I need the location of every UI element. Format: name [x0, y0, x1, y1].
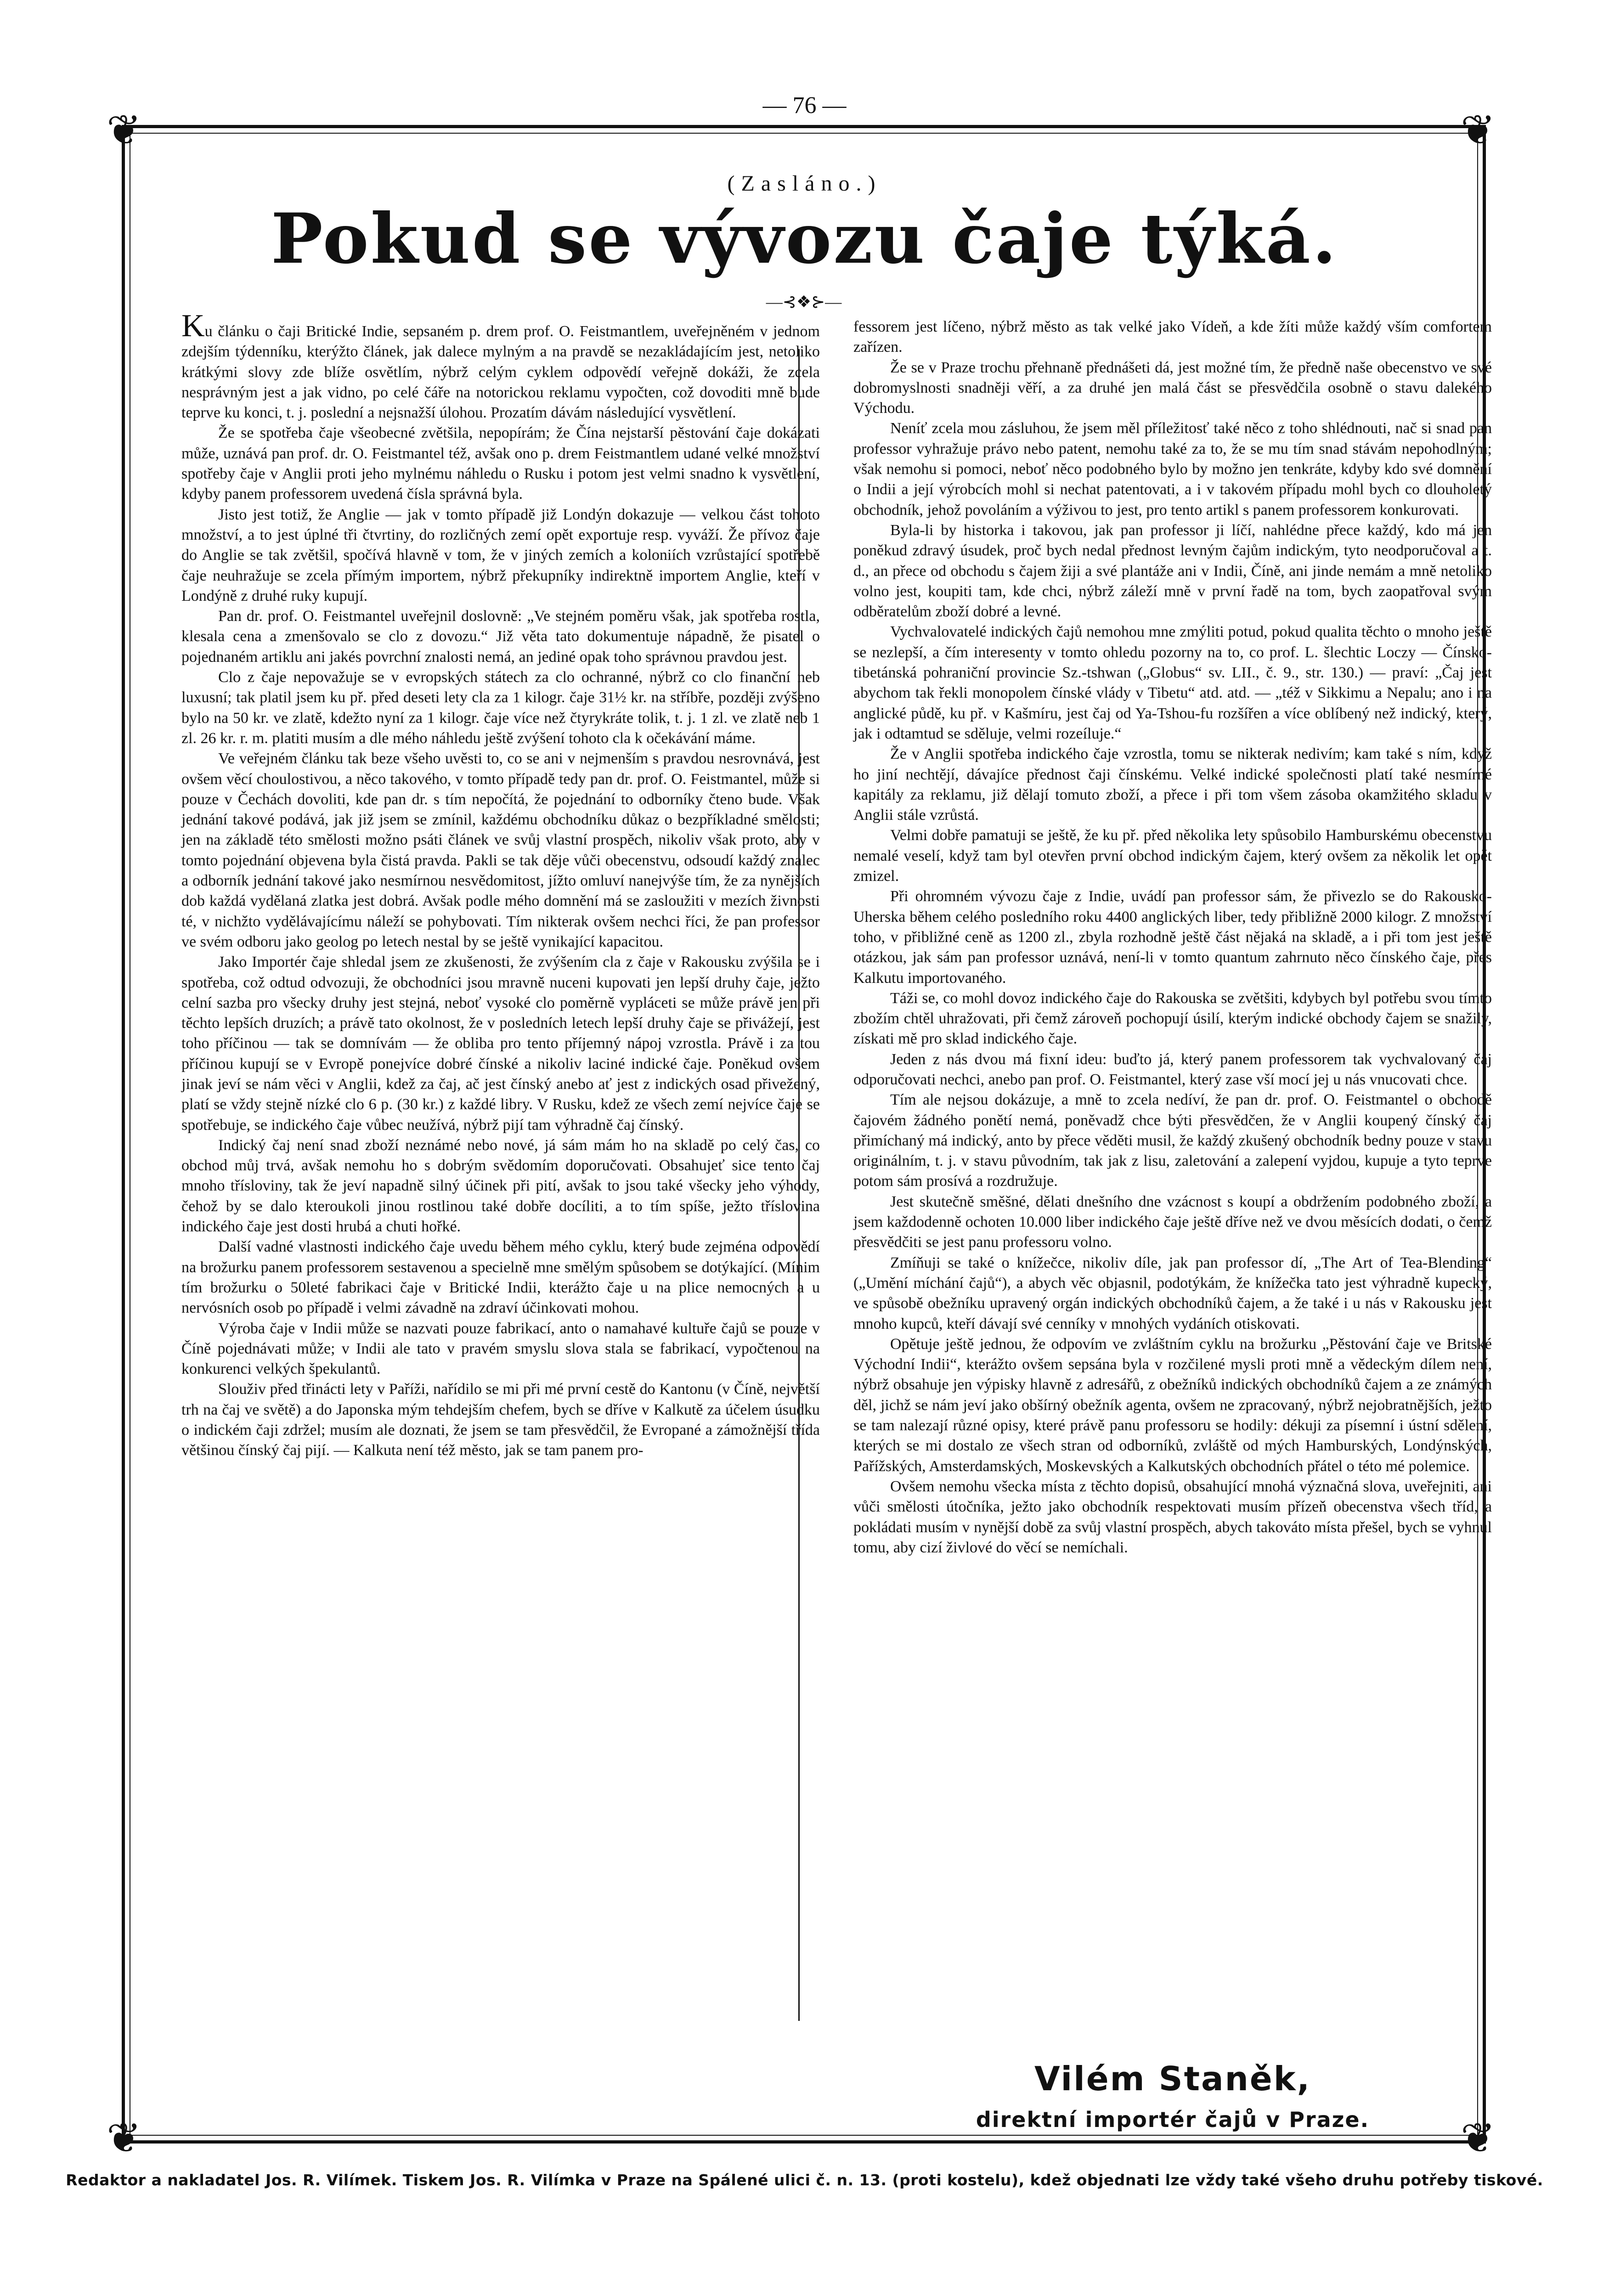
page-number: — 76 — — [762, 92, 847, 118]
corner-ornament-icon: ❦ — [107, 2116, 141, 2161]
article-paragraph: Táži se, co mohl dovoz indického čaje do Rakouska se zvětšiti, kdybych byl potřebu svou tímto zbožím chtěl uhražovati, při čemž zároveň pochopují úsilí, kterým indické obchody čajem se snažily, získati mě pro sklad indického čaje. — [853, 989, 1492, 1048]
article-paragraph: Jest skutečně směšné, dělati dnešního dne vzácnost s koupí a obdržením podobného zboží, a jsem každodenně ochoten 10.000 liber indického čaje ještě dříve než ve dvou měsících dodati, o čemž přesvědčiti se jest panu professoru volno. — [853, 1193, 1492, 1251]
left-column — [181, 308, 820, 1461]
article-paragraph: Byla-li by historka i takovou, jak pan professor ji líčí, nahlédne přece každý, kdo má jen poněkud zdravý úsudek, proč bych nedal přednost levným čajům indickým, tyto neodporučoval a t. d., an přece od obchodu s čajem žiji a své plantáže ani v Indii, Číně, ani jinde nemám a mně netoliko volno jest, koupiti tam, kde chci, nýbrž záleží mně v první řadě na tom, bych zaopatřoval svým odběratelům zboží dobré a levné. — [853, 521, 1492, 621]
article-paragraph: Že se v Praze trochu přehnaně přednášeti dá, jest možné tím, že předně naše obecenstvo ve své dobromyslnosti snadněji věří, a za druhé jen malá část se přesvědčila osobně o stavu dalekého Východu. — [853, 359, 1492, 417]
headline: Pokud se vývozu čaje týká. — [271, 198, 1338, 279]
article-paragraph: Zmíňuji se také o knížečce, nikoliv díle, jak pan professor dí, „The Art of Tea-Blending“ („Umění míchání čajů“), a abych věc objasnil, podotýkám, že knížečka tato jest výhradně kupecký, ve spůsobě obežníku upravený orgán indických obchodníků čajem, a že také i u nás v Rakousku jest mnoho kupců, kteří dávají své cenníky v mnohých vydáních otiskovati. — [853, 1254, 1492, 1332]
article-paragraph: Že se spotřeba čaje všeobecné zvětšila, nepopírám; že Čína nejstarší pěstování čaje dokázati může, uznává pan prof. dr. O. Feistmantel též, avšak ono p. drem Feistmantlem udané velké množství spotřeby čaje v Anglii proti jeho mylnému náhledu o Rusku i potom jest velmi snadno k vysvětlení, kdyby panem professorem uvedená čísla správná byla. — [181, 424, 820, 503]
signature-name: Vilém Staněk, — [1034, 2059, 1311, 2098]
article-paragraph: Opětuje ještě jednou, že odpovím ve zvláštním cyklu na brožurku „Pěstování čaje ve Britské Východní Indii“, kterážto ovšem sepsána byla v rozčilené mysli proti mně a vědeckým dílem není, nýbrž obsahuje jen výpisky hlavně z adresářů, z obežníků indických obchodníků čajem a ze známých děl, jichž se nám jeví jako obšírný obežník agenta, ovšem ne zpracovaný, nýbrž nejobratnějších, ježto se tam nalezají různé opisy, které právě panu professoru se hodily: dékuji za písemní i ústní sdělení, kterých se mi dostalo ze všech stran od odborníků, zvláště od mých Hamburských, Londýnských, Pařížských, Amsterdamských, Moskevských a Kalkutských obchodních přátel o této mé polemice. — [853, 1335, 1492, 1475]
corner-ornament-icon: ❦ — [107, 108, 141, 153]
paragraph-text: u článku o čaji Britické Indie, sepsaném p. drem prof. O. Feistmantlem, uveřejněném v jednom zdejším týdenníku, kterýžto článek, jak dalece mylným a na pravdě se nezakládajícím jest, netoliko krátkými slovy zde blíže osvětlím, nýbrž celým cyklem odpovědí veřejně dokáži, že zcela nesprávným jest a jak vidno, po celé čáře na notorickou reklamu vypočten, což dovoditi mně bude teprve ku konci, t. j. poslední a nejsnažší úlohou. Prozatím dávám následující vysvětlení. — [181, 323, 820, 422]
article-paragraph: Výroba čaje v Indii může se nazvati pouze fabrikací, anto o namahavé kultuře čajů se pouze v Číně pojednávati může; v Indii ale tato v pravém smyslu slova stala se fabrikací, vypočtenou na konkurenci velkých špekulantů. — [181, 1320, 820, 1378]
drop-cap: K — [181, 308, 205, 344]
article-paragraph: Jeden z nás dvou má fixní ideu: buďto já, který panem professorem tak vychvalovaný čaj odporučovati nechci, anebo pan prof. O. Feistmantel, který zase vší mocí jej u nás vnucovati chce. — [853, 1050, 1492, 1088]
article-paragraph: Tím ale nejsou dokázuje, a mně to zcela nedíví, že pan dr. prof. O. Feistmantel o obchodě čajovém žádného ponětí nemá, poněvadž chce býti přesvědčen, že v Anglii koupený čínský čaj přimíchaný má indický, anto by přece věděti musil, že každý zkušený obchodník bedny pouze v stavu originálním, t. j. v stavu původním, tak jak z lisu, zaletování a zalepení vyjdou, kupuje a tyto teprve potom sám prosívá a rozdružuje. — [853, 1091, 1492, 1190]
zaslano-label: (Zasláno.) — [727, 171, 882, 196]
article-paragraph: Při ohromném vývozu čaje z Indie, uvádí pan professor sám, že přivezlo se do Rakousko-Uherska během celého posledního roku 4400 anglických liber, tedy přibližně 2000 kilogr. Z množství toho, v přibližné ceně as 1200 zl., zbyla rozhodně ještě část nějaká na skladě, a i při tom jest ještě otázkou, jak sám pan professor uznává, není-li v tomto quantum zahrnuto něco čínského čaje, přes Kalkutu importovaného. — [853, 888, 1492, 987]
article-paragraph: Vychvalovatelé indických čajů nemohou mne zmýliti potud, pokud qualita těchto o mnoho ještě se nezlepší, a čím interesenty v tomto ohledu pozorny na to, co prof. L. šlechtic Loczy — Čínsko-tibetánská pohraniční provincie Sz.-tshwan („Globus“ sv. LII., č. 9., str. 130.) — praví: „Čaj jest abychom tak řekli monopolem čínské vlády v Tibetu“ atd. atd. — „též v Sikkimu a Nepalu; ano i na anglické půdě, ku př. v Kašmíru, jest čaj od Ya-Tshou-fu rozšířen a více oblíbený než indický, který, jak i odtamtud se sděluje, velmi rozeíluje.“ — [853, 623, 1492, 742]
article-paragraph: Že v Anglii spotřeba indického čaje vzrostla, tomu se nikterak nedivím; kam také s ním, když ho jiní nechtějí, dávajíce přednost čaji čínskému. Velké indické společnosti platí také nesmírné kapitály za reklamu, již dělají tomuto zboží, a přece i při tom všem zásoba okamžitého skladu v Anglii stále vzrůstá. — [853, 745, 1492, 824]
article-paragraph: Ve veřejném článku tak beze všeho uvěsti to, co se ani v nejmenším s pravdou nesrovnává, jest ovšem věcí choulostivou, a něco takového, v tomto případě tedy pan dr. prof. O. Feistmantel, může si pouze v Čechách dovoliti, kde pan dr. s tím nepočítá, že pojednání to odborníky čteno bude. Však jednání takové podává, jak již jsem se zmínil, každému obchodníku důkaz o bezpříkladné smělosti; jen na základě této smělosti možno psáti článek ve svůj vlastní prospěch, nikoliv však proto, aby v tomto pojednání objevena byla čistá pravda. Pakli se tak děje vůči obecenstvu, odsoudí každý znalec a odborník jednání takové jako nesmírnou nesvědomitost, jížto omluví nanejvýše tím, že za nynějších dob každá vydělaná zlatka jest dobrá. Avšak podle mého domnění má se zasloužiti v mezích živnosti té, v nichžto vydělávajícímu náleží se pohybovati. Tím nikterak ovšem nechci říci, že pan professor ve svém odboru jako geolog po letech nestal by se ještě vynikající kapacitou. — [181, 750, 820, 950]
article-paragraph: Slouživ před třinácti lety v Paříži, nařídilo se mi při mé první cestě do Kantonu (v Číně, největší trh na čaj ve světě) a do Japonska mým tehdejším chefem, bych se dříve v Kalkutě za účelem úsudku o indickém čaji zdržel; musím ale doznati, že jsem se tam přesvědčil, že Evropané a zámožnější třída většinou čínský čaj pijí. — Kalkuta není též město, jak se tam panem pro- — [181, 1381, 820, 1459]
article-paragraph — [181, 308, 820, 423]
article-paragraph: Velmi dobře pamatuji se ještě, že ku př. před několika lety spůsobilo Hamburskému obecenstvu nemalé veselí, když tam byl otevřen první obchod indickým čajem, který ovšem za několik let opět zmizel. — [853, 827, 1492, 885]
article-paragraph: Clo z čaje nepovažuje se v evropských státech za clo ochranné, nýbrž co clo finanční neb luxusní; tak platil jsem ku př. před deseti lety cla za 1 kilogr. čaje 31½ kr. na stříbře, později zvýšeno bylo na 50 kr. ve zlatě, kdežto nyní za 1 kilogr. čaje více než čtyrykráte tolik, t. j. 1 zl. ve zlatě neb 1 zl. 26 kr. r. m. platiti musím a dle mého náhledu ještě zvýšení tohoto cla k očekávání máme. — [181, 669, 820, 747]
article-paragraph: Pan dr. prof. O. Feistmantel uveřejnil doslovně: „Ve stejném poměru však, jak spotřeba rostla, klesala cena a zmenšovalo se clo z dovozu.“ Již věta tato dokumentuje nápadně, že pisatel o pojednaném artiklu ani jakés povrchní znalosti nemá, an jediné opak toho správnou pravdou jest. — [181, 608, 820, 666]
corner-ornament-icon: ❦ — [1461, 108, 1496, 153]
signature-title: direktní importér čajů v Praze. — [976, 2107, 1370, 2132]
article-paragraph: Jako Importér čaje shledal jsem ze zkušenosti, že zvýšením cla z čaje v Rakousku zvýšila se i spotřeba, což odtud odvozuji, že obchodníci jsou mravně nuceni kupovati jen lepší druhy čaje, ježto celní sazba pro všecky druhy jest stejná, neboť vysoké clo poměrně vypláceti se může právě jen při těchto lepších druzích; a právě tato okolnost, že v posledních letech lepší druhy čaje se přivážejí, jest toho příčinou — tak se domnívám — že obliba pro tento příjemný nápoj vzrostla. Právě i za tou příčinou kupují se v Evropě ponejvíce dobré čínské a nikoliv laciné indické čaje. Poněkud ovšem jinak jeví se nám věci v Anglii, kdež za čaj, ač jest čínský anebo ať jest z indických osad přivežený, platí se vždy stejně nízké clo 6 p. (30 kr.) z každé libry. V Rusku, kdež ze všech zemí nejvíce čaje se spotřebuje, se indického čaje vůbec neužívá, nýbrž pijí tam výhradně čaj čínský. — [181, 953, 820, 1134]
divider-ornament-icon: —⊰❖⊱— — [766, 293, 842, 311]
article-paragraph: Neníť zcela mou zásluhou, že jsem měl příležitosť také něco z toho shlédnouti, nač si snad pan professor vyhražuje právo nebo patent, nemohu také za to, že se mu tím snad stávám nepohodlným; však nemohu si pomoci, neboť něco podobného bylo by možno jen tenkráte, kdyby kdo své domnění o Indii a její výrobcích mohl si nechat patentovati, a i v takovém případu mohl bych co dlouholetý obchodník, jehož povoláním a výživou to jest, pro tento artikl s panem professorem konkurovati. — [853, 420, 1492, 519]
corner-ornament-icon: ❦ — [1461, 2116, 1496, 2161]
footer-imprint: Redaktor a nakladatel Jos. R. Vilímek. Tiskem Jos. R. Vilímka v Praze na Spálené ulici č. n. 13. (proti kostelu), kdež objednati lze vždy také všeho druhu potřeby tiskové. — [66, 2171, 1543, 2189]
article-paragraph: Indický čaj není snad zboží neznámé nebo nové, já sám mám ho na skladě po celý čas, co obchod můj trvá, avšak nemohu ho s dobrým svědomím doporučovati. Obsahujeť sice tento čaj mnoho tříslovinу, tak že jeví napadně silný účinek při pití, avšak to jsou také všecky jeho výhody, čehož by se dalo kteroukoli jinou rostlinou také dobře docíliti, a to tím spíše, ježto tříslovina indického čaje jest dosti hrubá a chuti hořké. — [181, 1136, 820, 1235]
article-paragraph: fessorem jest líčeno, nýbrž město as tak velké jako Vídeň, a kde žíti může každý vším comfortem zařízen. — [853, 318, 1492, 356]
right-column — [853, 317, 1492, 1558]
article-paragraph: Ovšem nemohu všecka místa z těchto dopisů, obsahující mnohá význačná slova, uveřejniti, ani vůči smělosti útočníka, ježto jako obchodník respektovati musím přízeň obecenstva všech tříd, a pokládati musím v nynější době za svůj vlastní prospěch, abych takováto místa přešel, bych se vyhnul tomu, aby cizí živlové do věcí se nemíchali. — [853, 1478, 1492, 1556]
article-paragraph: Další vadné vlastnosti indického čaje uvedu během mého cyklu, který bude zejména odpovědí na brožurku panem professorem sestavenou a specielně mne smělým spůsobem se dotýkající. (Mínim tím brožurku o 50leté fabrikaci čaje v Britické Indii, kterážto čaje u na plice nemocných a u nervósních osob po případě i velmi závadně na zdraví účinkovati mohou. — [181, 1238, 820, 1317]
article-paragraph: Jisto jest totiž, že Anglie — jak v tomto případě již Londýn dokazuje — velkou část tohoto množství, a to jest úplné tři čtvrtiny, do rozličných zemí opět exportuje resp. vyváží. Že přívoz čaje do Anglie se tak zvětšil, spočívá hlavně v tom, že v jiných zemích a koloniích vzrůstající spotřebě čaje neuhražuje se zcela přímým importem, nýbrž překupníky indirektně importem Anglie, kteří v Londýně z druhé ruky kupují. — [181, 506, 820, 604]
